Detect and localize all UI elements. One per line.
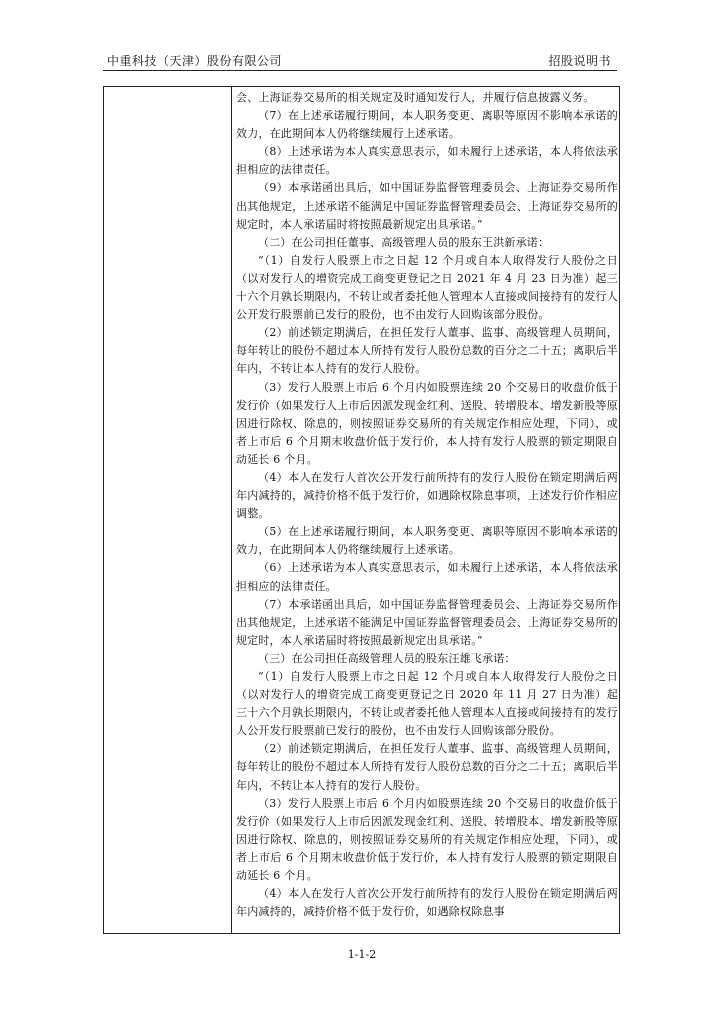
document-type: 招股说明书 bbox=[548, 54, 611, 68]
commitment-paragraph: （6）上述承诺为本人真实意思表示，如未履行上述承诺，本人将依法承担相应的法律责任。 bbox=[236, 561, 618, 593]
commitment-paragraph: （9）本承诺函出具后，如中国证券监督管理委员会、上海证券交易所作出其他规定，上述承诺不能满足中国证券监督管理委员会、上海证券交易所的规定时，本人承诺届时将按照最新规定出具承诺。” bbox=[236, 181, 618, 231]
commitment-paragraph: （3）发行人股票上市后 6 个月内如股票连续 20 个交易日的收盘价低于发行价（如果发行人上市后因派发现金红利、送股、转增股本、增发新股等原因进行除权、除息的，则按照证券交易所的有关规定作相应处理，下同），或者上市后 6 个月期末收盘价低于发行价，本人持有发行人股票的锁定期限自动延长 6 个月。 bbox=[236, 796, 618, 883]
commitment-paragraph: “（1）自发行人股票上市之日起 12 个月或自本人取得发行人股份之日（以对发行人的增资完成工商变更登记之日 2021 年 4 月 23 日为准）起三十六个月孰长期限内，不转让或者委托他人管理本人直接或间接持有的发行人公开发行股票前已发行的股份，也不由发行人回购该部分股份。 bbox=[236, 253, 618, 322]
commitment-paragraph: （8）上述承诺为本人真实意思表示，如未履行上述承诺，本人将依法承担相应的法律责任。 bbox=[236, 145, 618, 177]
table-column-divider bbox=[231, 87, 232, 933]
commitment-text-cell bbox=[236, 89, 618, 921]
commitment-paragraph: （二）在公司担任董事、高级管理人员的股东王洪新承诺： bbox=[258, 235, 550, 249]
commitment-paragraph: （4）本人在发行人首次公开发行前所持有的发行人股份在锁定期满后两年内减持的，减持价格不低于发行价，如遇除权除息事 bbox=[236, 887, 618, 919]
page-number: 1-1-2 bbox=[347, 948, 377, 961]
commitment-paragraph: （4）本人在发行人首次公开发行前所持有的发行人股份在锁定期满后两年内减持的，减持价格不低于发行价，如遇除权除息事项，上述发行价作相应调整。 bbox=[236, 470, 618, 521]
commitment-paragraph: （2）前述锁定期满后，在担任发行人董事、监事、高级管理人员期间，每年转让的股份不超过本人所持有发行人股份总数的百分之二十五；离职后半年内，不转让本人持有的发行人股份。 bbox=[236, 742, 618, 792]
commitment-paragraph: （2）前述锁定期满后，在担任发行人董事、监事、高级管理人员期间，每年转让的股份不超过本人所持有发行人股份总数的百分之二十五；离职后半年内，不转让本人持有的发行人股份。 bbox=[236, 326, 618, 376]
company-name: 中重科技（天津）股份有限公司 bbox=[107, 54, 283, 68]
commitment-paragraph: （7）在上述承诺履行期间，本人职务变更、离职等原因不影响本承诺的效力，在此期间本人仍将继续履行上述承诺。 bbox=[236, 109, 618, 141]
commitment-paragraph: （3）发行人股票上市后 6 个月内如股票连续 20 个交易日的收盘价低于发行价（如果发行人上市后因派发现金红利、送股、转增股本、增发新股等原因进行除权、除息的，则按照证券交易所的有关规定作相应处理，下同），或者上市后 6 个月期末收盘价低于发行价，本人持有发行人股票的锁定期限自动延长 6 个月。 bbox=[236, 380, 618, 466]
commitment-paragraph: （三）在公司担任高级管理人员的股东汪雄飞承诺： bbox=[258, 651, 516, 665]
commitment-paragraph: （5）在上述承诺履行期间，本人职务变更、离职等原因不影响本承诺的效力，在此期间本人仍将继续履行上述承诺。 bbox=[236, 525, 618, 557]
commitment-paragraph: （7）本承诺函出具后，如中国证券监督管理委员会、上海证券交易所作出其他规定，上述承诺不能满足中国证券监督管理委员会、上海证券交易所的规定时，本人承诺届时将按照最新规定出具承诺。” bbox=[236, 597, 618, 647]
commitment-paragraph: 会、上海证券交易所的相关规定及时通知发行人，并履行信息披露义务。 bbox=[236, 91, 595, 104]
commitment-table bbox=[103, 86, 620, 934]
commitment-paragraph: “（1）自发行人股票上市之日起 12 个月或自本人取得发行人股份之日（以对发行人的增资完成工商变更登记之日 2020 年 11 月 27 日为准）起三十六个月孰长期限内，不转让或者委托他人管理本人直接或间接持有的发行人公开发行股票前已发行的股份，也不由发行人回购该部分股份。 bbox=[236, 670, 618, 738]
page-header bbox=[103, 50, 617, 71]
